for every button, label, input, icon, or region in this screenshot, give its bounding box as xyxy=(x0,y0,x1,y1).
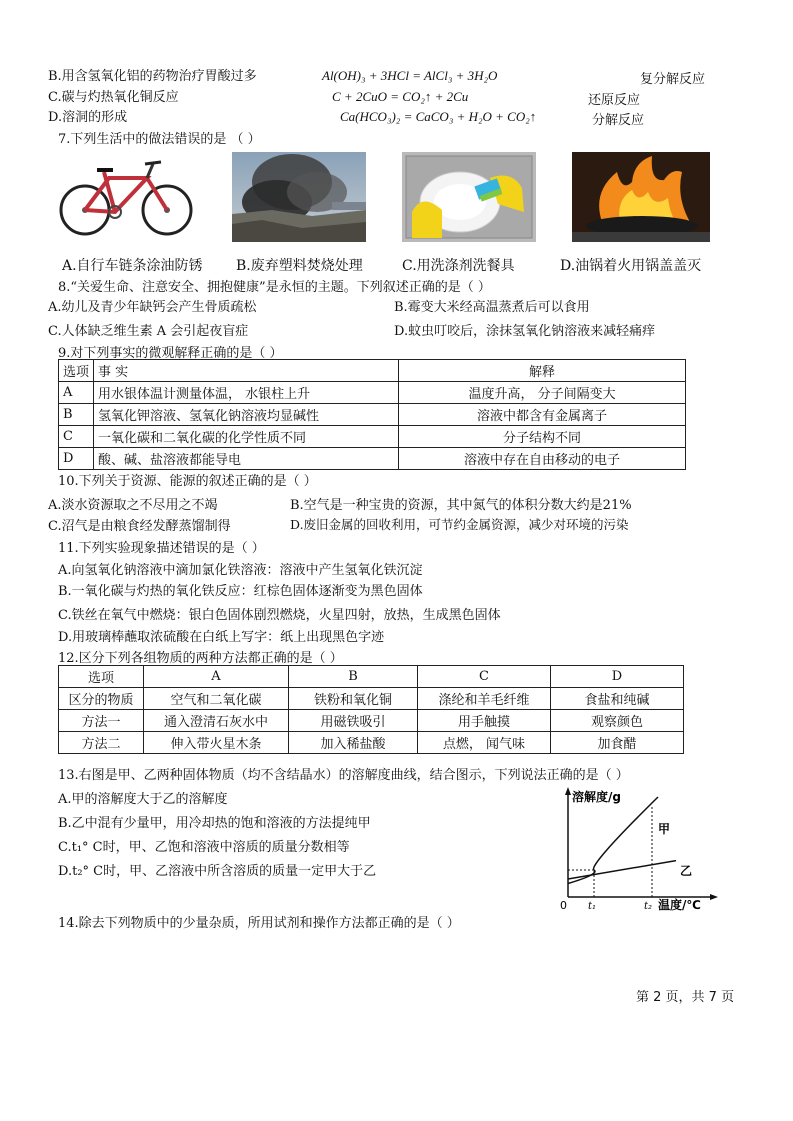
table-row xyxy=(59,688,684,710)
q6-b-equation: Al(OH)₃ + 3HCl = AlCl₃ + 3H₂O xyxy=(322,68,498,83)
q9-cell: D xyxy=(59,448,94,470)
q9-cell: 分子结构不同 xyxy=(399,426,686,448)
bicycle-image xyxy=(57,152,197,242)
q13-option-b: B.乙中混有少量甲，用冷却热的饱和溶液的方法提纯甲 xyxy=(58,816,371,831)
q9-cell: 酸、碱、盐溶液都能导电 xyxy=(94,448,399,470)
q6-c-label: C.碳与灼热氧化铜反应 xyxy=(48,90,179,105)
q9-cell: 溶液中都含有金属离子 xyxy=(399,404,686,426)
table-row xyxy=(59,426,686,448)
q9-header-option: 选项 xyxy=(59,360,94,382)
q6-option-c xyxy=(48,89,179,107)
q11-option-b: B.一氧化碳与灼热的氧化铁反应：红棕色固体逐渐变为黑色固体 xyxy=(58,584,423,599)
q12-cell: 点燃， 闻气味 xyxy=(418,732,551,754)
q12-cell: 观察颜色 xyxy=(551,710,684,732)
q9-cell: A xyxy=(59,382,94,404)
q12-cell: C xyxy=(418,666,551,688)
q9-header-fact: 事 实 xyxy=(94,360,399,382)
q6-c-type: 还原反应 xyxy=(588,93,641,108)
q9-cell: 用水银体温计测量体温， 水银柱上升 xyxy=(94,382,399,404)
q11-stem: 11.下列实验现象描述错误的是（ ） xyxy=(58,541,265,556)
q12-cell: 加入稀盐酸 xyxy=(289,732,418,754)
q13-option-a: A.甲的溶解度大于乙的溶解度 xyxy=(58,792,228,807)
y-axis-arrow-icon xyxy=(565,787,571,795)
q9-cell: B xyxy=(59,404,94,426)
q10-option-c: C.沼气是由粮食经发酵蒸馏制得 xyxy=(48,519,231,534)
q8-option-a: A.幼儿及青少年缺钙会产生骨质疏松 xyxy=(48,300,257,315)
dishwashing-image xyxy=(402,152,536,242)
q12-cell: 空气和二氧化碳 xyxy=(144,688,289,710)
q9-cell: C xyxy=(59,426,94,448)
q9-cell: 溶液中存在自由移动的电子 xyxy=(399,448,686,470)
table-row xyxy=(59,448,686,470)
q8-option-d: D.蚊虫叮咬后，涂抹氢氧化钠溶液来减轻痛痒 xyxy=(394,324,656,339)
q12-cell: B xyxy=(289,666,418,688)
q12-cell: 伸入带火星木条 xyxy=(144,732,289,754)
q12-cell: 用磁铁吸引 xyxy=(289,710,418,732)
q12-cell: 加食醋 xyxy=(551,732,684,754)
q12-cell: 选项 xyxy=(59,666,144,688)
q7-stem: 7.下列生活中的做法错误的是 （ ） xyxy=(58,132,261,147)
q13-stem: 13.右图是甲、乙两种固体物质（均不含结晶水）的溶解度曲线，结合图示，下列说法正确的是（ ） xyxy=(58,768,629,783)
table-row xyxy=(59,404,686,426)
series-curve-jia xyxy=(568,797,658,884)
q6-d-equation: Ca(HCO₃)₂ = CaCO₃ + H₂O + CO₂↑ xyxy=(340,109,537,124)
chart-tick-t2: t₂ xyxy=(644,901,653,912)
q9-header-explain: 解释 xyxy=(399,360,686,382)
q7-caption-a: A.自行车链条涂油防锈 xyxy=(62,258,203,274)
q7-caption-d: D.油锅着火用锅盖盖灭 xyxy=(560,258,702,274)
q14-stem: 14.除去下列物质中的少量杂质，所用试剂和操作方法都正确的是（ ） xyxy=(58,916,460,931)
q12-cell: 方法一 xyxy=(59,710,144,732)
q9-stem: 9.对下列事实的微观解释正确的是（ ） xyxy=(58,346,283,361)
q11-option-c: C.铁丝在氧气中燃烧：银白色固体剧烈燃烧，火星四射，放热，生成黑色固体 xyxy=(58,608,501,623)
q9-cell: 氢氧化钾溶液、氢氧化钠溶液均显碱性 xyxy=(94,404,399,426)
q6-option-d xyxy=(48,109,127,127)
table-row xyxy=(59,666,684,688)
q6-d-type: 分解反应 xyxy=(592,113,645,128)
q12-cell: D xyxy=(551,666,684,688)
q11-option-a: A.向氢氧化钠溶液中滴加氯化铁溶液：溶液中产生氢氧化铁沉淀 xyxy=(58,563,423,578)
solubility-chart xyxy=(560,785,720,915)
chart-xlabel: 温度/℃ xyxy=(658,898,701,912)
table-row xyxy=(59,732,684,754)
q9-table xyxy=(58,359,686,470)
page-footer: 第 2 页，共 7 页 xyxy=(636,990,735,1005)
q10-option-d: D.废旧金属的回收利用，可节约金属资源，减少对环境的污染 xyxy=(290,517,629,532)
q8-option-c: C.人体缺乏维生素 A 会引起夜盲症 xyxy=(48,324,249,339)
table-row xyxy=(59,710,684,732)
q7-caption-c: C.用洗涤剂洗餐具 xyxy=(402,258,515,274)
x-axis-arrow-icon xyxy=(710,894,718,900)
q8-stem: 8.“关爱生命、注意安全、拥抱健康”是永恒的主题。下列叙述正确的是（ ） xyxy=(58,280,491,295)
q10-option-a: A.淡水资源取之不尽用之不竭 xyxy=(48,498,218,513)
q12-cell: 铁粉和氧化铜 xyxy=(289,688,418,710)
pan-fire-image xyxy=(572,152,710,242)
q12-cell: 区分的物质 xyxy=(59,688,144,710)
q11-option-d: D.用玻璃棒蘸取浓硫酸在白纸上写字：纸上出现黑色字迹 xyxy=(58,630,385,645)
q13-option-d: D.t₂° C时，甲、乙溶液中所含溶质的质量一定甲大于乙 xyxy=(58,864,377,879)
q6-c-equation: C + 2CuO = CO₂↑ + 2Cu xyxy=(332,89,469,104)
q8-option-b: B.霉变大米经高温蒸煮后可以食用 xyxy=(394,300,590,315)
q12-cell: 食盐和纯碱 xyxy=(551,688,684,710)
chart-ylabel: 溶解度/g xyxy=(572,790,621,804)
series-label-yi: 乙 xyxy=(680,864,693,878)
chart-tick-t1: t₁ xyxy=(588,901,597,912)
table-row xyxy=(59,360,686,382)
q12-table xyxy=(58,665,684,754)
q10-option-b: B.空气是一种宝贵的资源，其中氮气的体积分数大约是21% xyxy=(290,498,632,513)
q9-cell: 一氧化碳和二氧化碳的化学性质不同 xyxy=(94,426,399,448)
q12-stem: 12.区分下列各组物质的两种方法都正确的是（ ） xyxy=(58,651,343,666)
q6-b-type: 复分解反应 xyxy=(640,72,706,87)
table-row xyxy=(59,382,686,404)
q7-caption-b: B.废弃塑料焚烧处理 xyxy=(236,258,363,274)
q12-cell: 通入澄清石灰水中 xyxy=(144,710,289,732)
q12-cell: 用手触摸 xyxy=(418,710,551,732)
q6-option-b xyxy=(48,68,257,86)
q13-option-c: C.t₁° C时，甲、乙饱和溶液中溶质的质量分数相等 xyxy=(58,840,350,855)
series-label-jia: 甲 xyxy=(658,822,671,836)
burning-waste-image xyxy=(232,152,366,242)
q10-stem: 10.下列关于资源、能源的叙述正确的是（ ） xyxy=(58,474,317,489)
chart-origin: 0 xyxy=(560,899,567,912)
q6-d-label: D.溶洞的形成 xyxy=(48,110,128,125)
q9-cell: 温度升高， 分子间隔变大 xyxy=(399,382,686,404)
q12-cell: 方法二 xyxy=(59,732,144,754)
q12-cell: A xyxy=(144,666,289,688)
q6-b-label: B.用含氢氧化铝的药物治疗胃酸过多 xyxy=(48,69,257,84)
q12-cell: 涤纶和羊毛纤维 xyxy=(418,688,551,710)
